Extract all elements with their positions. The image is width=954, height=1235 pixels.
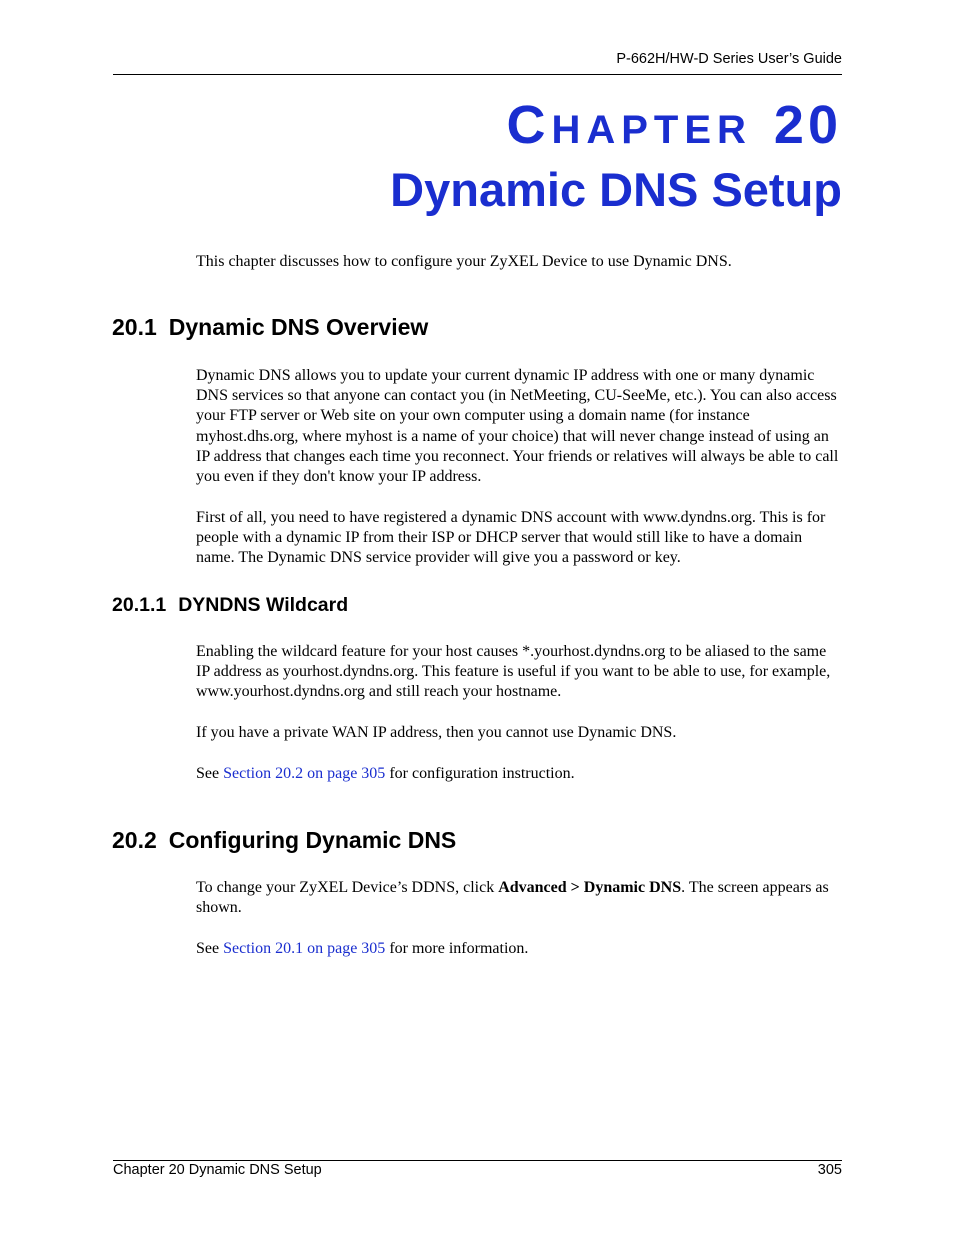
section-20-2-link[interactable]: Section 20.2 on page 305 [223, 765, 386, 782]
page-number: 305 [817, 1162, 842, 1178]
chapter-label-initial: C [506, 95, 552, 155]
see-also-paragraph [196, 764, 842, 784]
paragraph: First of all, you need to have registered a dynamic DNS account with www.dyndns.org. This is for people with a dynamic IP from their ISP or DHCP server that would still like to have a domain name. The Dynamic DNS service provider will give you a password or key. [196, 509, 826, 567]
menu-path: Advanced > Dynamic DNS [498, 879, 682, 896]
paragraph [196, 878, 842, 918]
chapter-label-rest: HAPTER [551, 108, 752, 152]
header-rule [113, 74, 842, 75]
subsection-heading [112, 594, 348, 617]
see-suffix: for more information. [385, 940, 529, 957]
section-20-1-link[interactable]: Section 20.1 on page 305 [223, 940, 386, 957]
see-prefix: See [196, 765, 224, 782]
see-prefix: See [196, 940, 224, 957]
section-title: Dynamic DNS Overview [168, 314, 429, 340]
subsection-number: 20.1.1 [112, 594, 167, 616]
footer-chapter-title: Chapter 20 Dynamic DNS Setup [113, 1162, 322, 1178]
text-run: To change your ZyXEL Device’s DDNS, click [196, 879, 499, 896]
running-header: P-662H/HW-D Series User’s Guide [616, 51, 842, 67]
paragraph: Enabling the wildcard feature for your host causes *.yourhost.dyndns.org to be aliased to the same IP address as yourhost.dyndns.org. This feature is useful if you want to be able to use, for example, www.yourhost.dyndns.org and still reach your hostname. [196, 643, 831, 701]
section-title: Configuring Dynamic DNS [168, 827, 457, 853]
section-heading [112, 827, 456, 854]
text-run: . The screen appears as shown. [196, 879, 829, 917]
section-number: 20.1 [112, 314, 157, 340]
chapter-number: 20 [773, 95, 842, 155]
chapter-intro: This chapter discusses how to configure your ZyXEL Device to use Dynamic DNS. [196, 253, 732, 270]
see-also-paragraph [196, 939, 842, 959]
footer-rule [113, 1160, 842, 1161]
chapter-label [506, 95, 842, 155]
section-number: 20.2 [112, 827, 157, 853]
subsection-title: DYNDNS Wildcard [178, 594, 349, 616]
paragraph: If you have a private WAN IP address, then you cannot use Dynamic DNS. [196, 724, 677, 741]
see-suffix: for configuration instruction. [385, 765, 575, 782]
paragraph: Dynamic DNS allows you to update your current dynamic IP address with one or many dynamic DNS services so that anyone can contact you (in NetMeeting, CU-SeeMe, etc.). You can also access your FTP server or Web site on your own computer using a domain name (for instance myhost.dhs.org, where myhost is a name of your choice) that will never change instead of using an IP address that changes each time you reconnect. Your friends or relatives will always be able to call you even if they don't know your IP address. [196, 367, 839, 486]
section-heading [112, 314, 428, 341]
chapter-title: Dynamic DNS Setup [390, 163, 842, 216]
